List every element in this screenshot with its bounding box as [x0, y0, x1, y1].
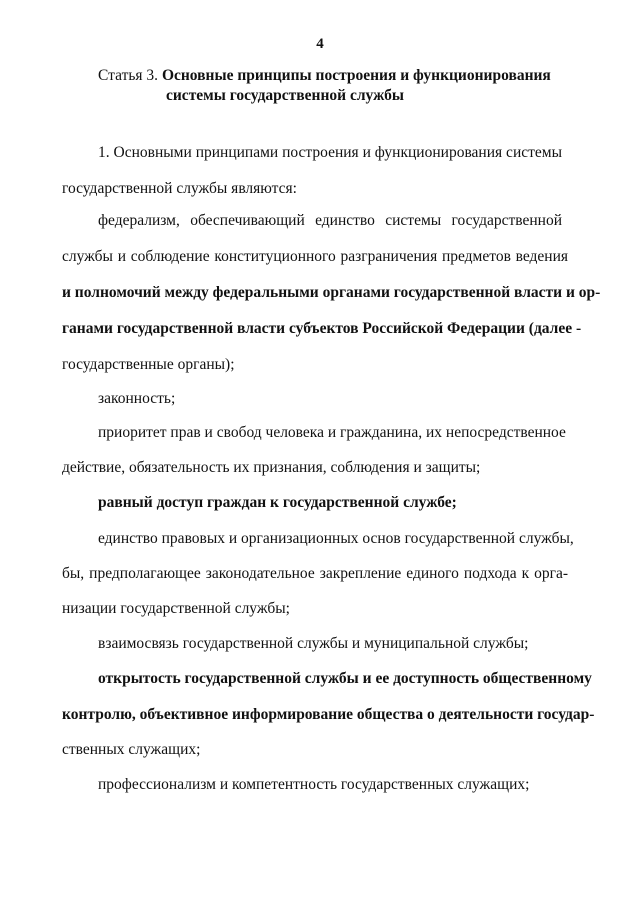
article-number: Статья 3. — [98, 67, 162, 84]
text-line: приоритет прав и свобод человека и гражданина, их непосредственное — [98, 424, 566, 441]
text-line: контролю, объективное информирование общества о деятельности государ- — [62, 706, 595, 723]
article-title-line-2: системы государственной службы — [166, 87, 404, 104]
text-line: действие, обязательность их признания, соблюдения и защиты; — [62, 459, 481, 476]
text-line: низации государственной службы; — [62, 600, 290, 617]
text-line: федерализм, обеспечивающий единство системы государственной — [98, 212, 562, 229]
page-number: 4 — [316, 36, 324, 52]
text-line: бы, предполагающее законодательное закрепление единого подхода к орга- — [62, 565, 568, 582]
text-line: государственной службы являются: — [62, 180, 297, 197]
text-line: профессионализм и компетентность государственных служащих; — [98, 776, 530, 793]
text-line: открытость государственной службы и ее доступность общественному — [98, 670, 592, 687]
text-line: законность; — [98, 390, 176, 407]
text-line: единство правовых и организационных основ государственной службы, — [98, 530, 574, 547]
text-line: взаимосвязь государственной службы и муниципальной службы; — [98, 635, 529, 652]
article-heading — [98, 66, 598, 106]
text-line: и полномочий между федеральными органами государственной власти и ор- — [62, 284, 601, 301]
text-line: 1. Основными принципами построения и функционирования системы — [98, 144, 562, 161]
text-line: ственных служащих; — [62, 741, 201, 758]
text-line: ганами государственной власти субъектов Российской Федерации (далее - — [62, 320, 582, 337]
text-line: службы и соблюдение конституционного разграничения предметов ведения — [62, 248, 568, 265]
text-line: равный доступ граждан к государственной службе; — [98, 494, 457, 511]
text-line: государственные органы); — [62, 356, 235, 373]
article-title-line-1: Основные принципы построения и функционирования — [161, 67, 551, 84]
